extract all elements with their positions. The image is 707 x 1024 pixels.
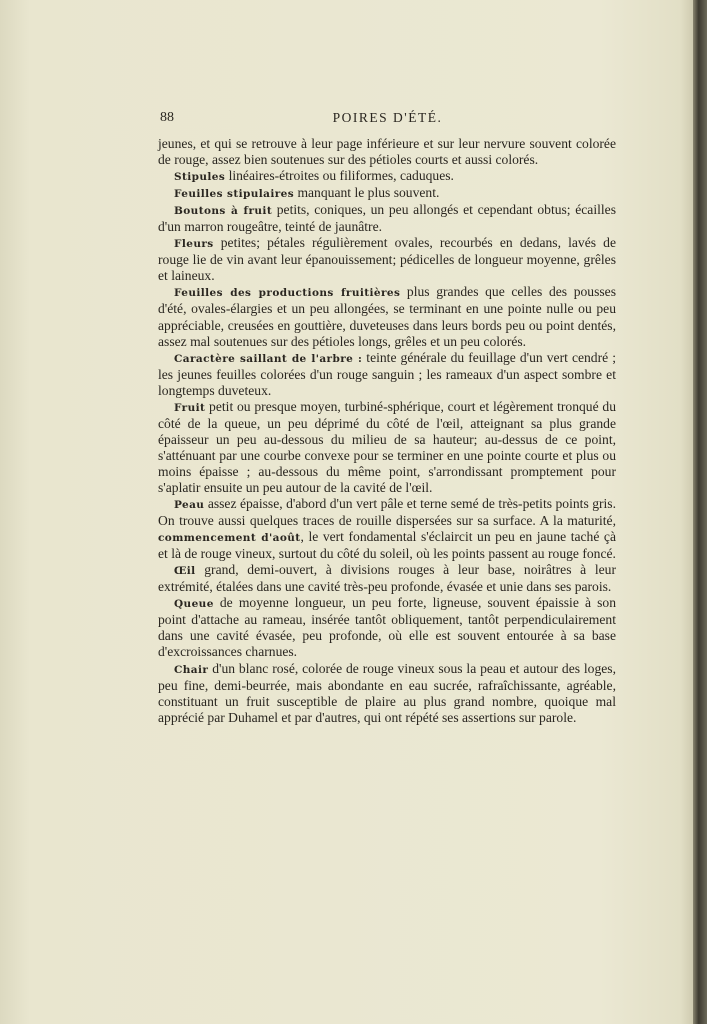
paragraph-boutons (158, 202, 616, 235)
paragraph-feuilles-productions (158, 284, 616, 349)
paragraph-lead: Stipules (174, 171, 226, 184)
paragraph-continuation (158, 136, 616, 168)
paragraph-lead: Peau (174, 499, 205, 512)
paragraph-text: linéaires-étroites ou filiformes, caduques. (225, 168, 454, 184)
paragraph-text: petits, coniques, un peu allongés et cependant obtus; écailles d'un marron rougeâtre, teinté de jaunâtre. (158, 202, 616, 235)
paragraph-chair (158, 661, 616, 726)
paragraph-lead: Œil (174, 565, 196, 578)
paragraph-text: , le vert fondamental s'éclaircit un peu en jaune taché çà et là de rouge vineux, surtout du côté du soleil, où les points passent au rouge foncé. (158, 529, 616, 562)
paragraph-inline-bold: commencement d'août (158, 532, 301, 545)
paragraph-fleurs (158, 235, 616, 284)
paragraph-lead: Caractère saillant de l'arbre : (174, 352, 363, 365)
paragraph-text: de moyenne longueur, un peu forte, ligneuse, souvent épaissie à son point d'attache au rameau, insérée tantôt obliquement, tantôt perpendiculairement dans une cavité évasée, peu profonde, où elle est souvent entourée à sa base d'excroissances charnues. (158, 595, 616, 660)
paragraph-feuilles-stipulaires (158, 185, 616, 202)
paragraph-oeil (158, 562, 616, 595)
paragraph-stipules (158, 168, 616, 185)
paragraph-text: assez épaisse, d'abord d'un vert pâle et terne semé de très-petits points gris. On trouve aussi quelques traces de rouille dispersées sur sa surface. A la maturité, (158, 496, 616, 529)
paragraph-lead: Fruit (174, 401, 206, 414)
page-body (158, 136, 616, 726)
paragraph-fruit (158, 399, 616, 496)
paragraph-text: plus grandes que celles des pousses d'été, ovales-élargies et un peu allongées, se terminant en une pointe nulle ou peu appréciable, creusées en gouttière, duveteuses dans leurs bords peu ou point dentés, assez mal soutenues sur des pétioles longs, grêles et un peu colorés. (158, 284, 616, 349)
paragraph-text: manquant le plus souvent. (294, 185, 440, 201)
paragraph-lead: Feuilles des productions fruitières (174, 287, 401, 300)
page-number: 88 (160, 110, 174, 125)
paragraph-peau (158, 496, 616, 562)
book-spine-edge (693, 0, 707, 1024)
paragraph-lead: Fleurs (174, 238, 214, 251)
paragraph-text: petit ou presque moyen, turbiné-sphérique, court et légèrement tronqué du côté de la queue, un peu déprimé du côté de l'œil, atteignant sa plus grande épaisseur un peu au-dessous du milieu de sa hauteur; au-dessus de ce point, s'atténuant par une courbe convexe pour se terminer en une pointe courte et plus ou moins épaisse ; au-dessous du même point, s'arrondissant promptement pour s'aplatir ensuite un peu autour de la cavité de l'œil. (158, 398, 616, 495)
paragraph-caractere (158, 350, 616, 399)
paragraph-lead: Feuilles stipulaires (174, 188, 295, 201)
paragraph-text: petites; pétales régulièrement ovales, recourbés en dedans, lavés de rouge lie de vin avant leur épanouissement; pédicelles de longueur moyenne, grêles et laineux. (158, 235, 616, 284)
paragraph-lead: Queue (174, 598, 214, 611)
running-title: POIRES D'ÉTÉ. (332, 110, 443, 125)
paragraph-lead: Chair (174, 663, 209, 676)
paragraph-lead: Boutons à fruit (174, 205, 273, 218)
paragraph-text: jeunes, et qui se retrouve à leur page inférieure et sur leur nervure souvent colorée de rouge, assez bien soutenues sur des pétioles courts et aussi colorés. (158, 136, 616, 168)
page-header (160, 110, 615, 130)
paragraph-text: d'un blanc rosé, colorée de rouge vineux sous la peau et autour des loges, peu fine, demi-beurrée, mais abondante en eau sucrée, rafraîchissante, agréable, constituant un fruit susceptible de plaire au plus grand nombre, quoique mal apprécié par Duhamel et par d'autres, qui ont répété ses assertions sur parole. (158, 660, 616, 725)
paragraph-queue (158, 595, 616, 660)
paragraph-text: teinte générale du feuillage d'un vert cendré ; les jeunes feuilles colorées d'un rouge sanguin ; les rameaux d'un aspect sombre et longtemps duveteux. (158, 349, 616, 398)
paragraph-text: grand, demi-ouvert, à divisions rouges à leur base, noirâtres à leur extrémité, étalées dans une cavité très-peu profonde, évasée et unie dans ses parois. (158, 562, 616, 595)
